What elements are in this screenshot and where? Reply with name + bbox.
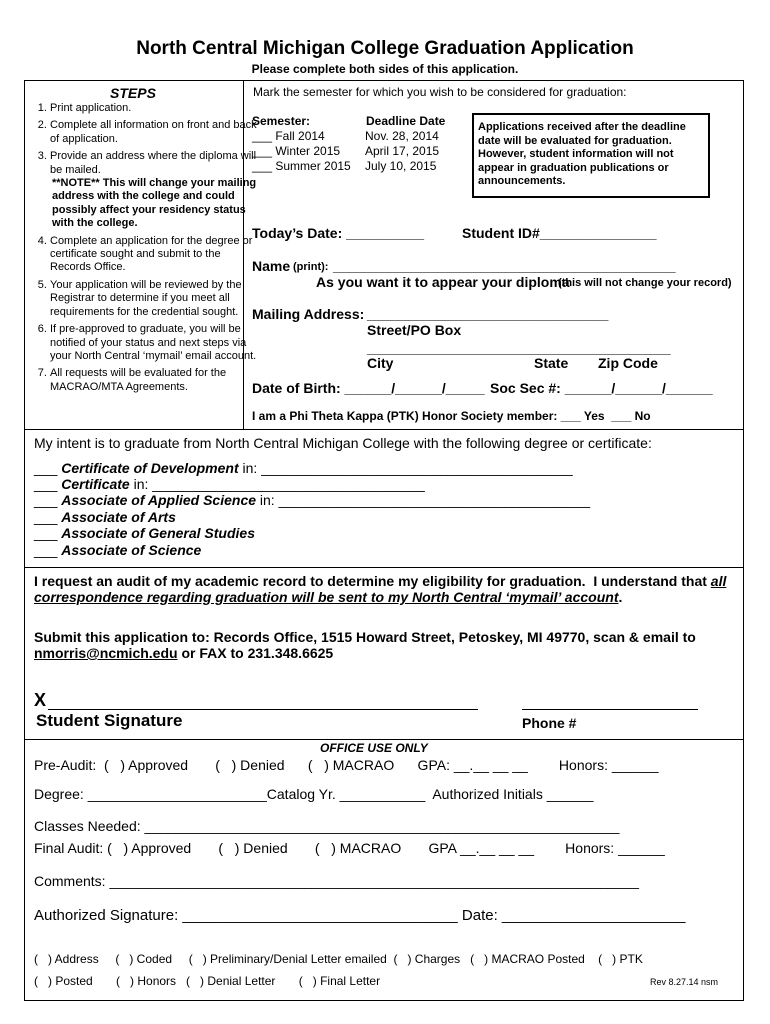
step-item: 3. Provide an address where the diploma will be mailed. **NOTE** This will change your mailing address with the college and could possibly affect your residency status with the college. — [50, 150, 258, 230]
name-field[interactable]: ____________________________________________ — [333, 258, 676, 274]
degree-option[interactable]: ___ Associate of Applied Science in: ________________________________________ — [34, 492, 591, 508]
revision-note: Rev 8.27.14 nsm — [650, 977, 719, 987]
name-print-label: (print): — [293, 261, 329, 273]
audit-request-line2: correspondence regarding graduation will be sent to my North Central ‘mymail’ account. — [34, 589, 623, 605]
emphasis-all: all — [710, 573, 727, 589]
zip-label: Zip Code — [598, 355, 658, 371]
office-checklist-row1: ( ) Address ( ) Coded ( ) Preliminary/Denial Letter emailed ( ) Charges ( ) MACRAO Posted ( ) PTK — [34, 952, 643, 966]
degree-option[interactable]: ___ Certificate in: ___________________________________ — [34, 476, 425, 492]
deadline-fall: Nov. 28, 2014 — [365, 129, 439, 143]
page-subtitle: Please complete both sides of this application. — [251, 62, 519, 76]
final-audit-row: Final Audit: ( ) Approved ( ) Denied ( ) MACRAO GPA __.__ __ __ Honors: ______ — [34, 840, 665, 856]
ptk-member-field[interactable]: I am a Phi Theta Kappa (PTK) Honor Society member: ___ Yes ___ No — [252, 409, 651, 423]
step-item: 7. All requests will be evaluated for the MACRAO/MTA Agreements. — [50, 367, 258, 394]
todays-date-field[interactable]: Today’s Date: __________ — [252, 225, 424, 241]
degree-name: Certificate of Development — [61, 460, 239, 476]
semester-option-summer[interactable]: ___ Summer 2015 — [252, 159, 351, 173]
semester-option-winter[interactable]: ___ Winter 2015 — [252, 144, 341, 158]
degree-option[interactable]: ___ Certificate of Development in: ________________________________________ — [34, 460, 573, 476]
records-email-link[interactable]: nmorris@ncmich.edu — [34, 645, 178, 661]
submit-contact-line: nmorris@ncmich.edu or FAX to 231.348.6625 — [34, 645, 334, 661]
semester-col-header: Semester: — [252, 114, 311, 128]
office-checklist-row2: ( ) Posted ( ) Honors ( ) Denial Letter ( ) Final Letter — [34, 974, 381, 988]
step-item: 5. Your application will be reviewed by the Registrar to determine if you meet all requirements for the credential sought. — [50, 279, 258, 319]
step-item: 6. If pre-approved to graduate, you will be notified of your status and next steps via your North Central ‘mymail’ email account. — [50, 323, 258, 363]
deadline-col-header: Deadline Date — [366, 114, 446, 128]
step-note: **NOTE** This will change your mailing address with the college and could possibly affect your residency status with the college. — [52, 177, 257, 230]
city-label: City — [367, 355, 394, 371]
step-item: 1. Print application. — [50, 102, 258, 115]
signature-x: X — [34, 690, 47, 710]
degree-name: Certificate — [61, 476, 130, 492]
office-use-heading: OFFICE USE ONLY — [320, 741, 428, 755]
semester-option-fall[interactable]: ___ Fall 2014 — [252, 129, 325, 143]
step-item: 2. Complete all information on front and back of application. — [50, 119, 258, 146]
mailing-address-label: Mailing Address: — [252, 306, 365, 322]
degree-name: Associate of Arts — [61, 509, 176, 525]
classes-needed-row: Classes Needed: _____________________________________________________________ — [34, 818, 620, 834]
ssn-field[interactable]: Soc Sec #: ______/______/______ — [490, 380, 713, 396]
step-item: 4. Complete an application for the degree or certificate sought and submit to the Records Office. — [50, 235, 258, 275]
degree-name: Associate of Applied Science — [61, 492, 257, 508]
degree-name: Associate of Science — [61, 542, 202, 558]
intent-statement: My intent is to graduate from North Central Michigan College with the following degree or certificate: — [34, 435, 652, 451]
submit-instructions: Submit this application to: Records Office, 1515 Howard Street, Petoskey, MI 49770, scan & email to — [34, 629, 696, 645]
steps-heading: STEPS — [110, 85, 156, 101]
date-of-birth-field[interactable]: Date of Birth: ______/______/_____ — [252, 380, 485, 396]
deadline-winter: April 17, 2015 — [365, 144, 440, 158]
comments-row: Comments: ____________________________________________________________________ — [34, 873, 639, 889]
page-title: North Central Michigan College Graduation Application — [136, 38, 634, 59]
name-label: Name — [252, 258, 291, 274]
authorized-signature-row: Authorized Signature: _________________________________ Date: ______________________ — [34, 907, 686, 924]
state-label: State — [534, 355, 569, 371]
degree-name: Associate of General Studies — [61, 525, 255, 541]
street-field[interactable]: _______________________________ — [367, 306, 609, 322]
student-signature-label: Student Signature — [36, 711, 183, 730]
deadline-notice: Applications received after the deadline date will be evaluated for graduation. However, student information will not appear in graduation publications or announcements. — [478, 121, 686, 187]
city-state-zip-field[interactable]: _______________________________________ — [367, 340, 671, 356]
diploma-name-label: As you want it to appear your diploma — [316, 274, 570, 290]
deadline-summer: July 10, 2015 — [365, 159, 437, 173]
degree-option[interactable]: ___ Associate of Science — [34, 542, 202, 558]
diploma-note: (this will not change your record) — [558, 277, 732, 289]
degree-option[interactable]: ___ Associate of General Studies — [34, 525, 255, 541]
degree-catalog-row: Degree: _______________________Catalog Yr. ___________ Authorized Initials ______ — [34, 786, 594, 802]
signature-line[interactable] — [48, 709, 478, 710]
pre-audit-row: Pre-Audit: ( ) Approved ( ) Denied ( ) MACRAO GPA: __.__ __ __ Honors: ______ — [34, 757, 659, 773]
phone-label: Phone # — [522, 715, 577, 731]
student-id-field[interactable]: Student ID#_______________ — [462, 225, 657, 241]
steps-list — [28, 102, 258, 398]
semester-instruction: Mark the semester for which you wish to be considered for graduation: — [253, 85, 627, 99]
degree-option[interactable]: ___ Associate of Arts — [34, 509, 176, 525]
street-label: Street/PO Box — [367, 322, 462, 338]
audit-request-line1: I request an audit of my academic record to determine my eligibility for graduation. I understand that all — [34, 573, 727, 589]
phone-line[interactable] — [522, 709, 698, 710]
emphasis-mymail: correspondence regarding graduation will be sent to my North Central ‘mymail’ account — [34, 589, 619, 605]
